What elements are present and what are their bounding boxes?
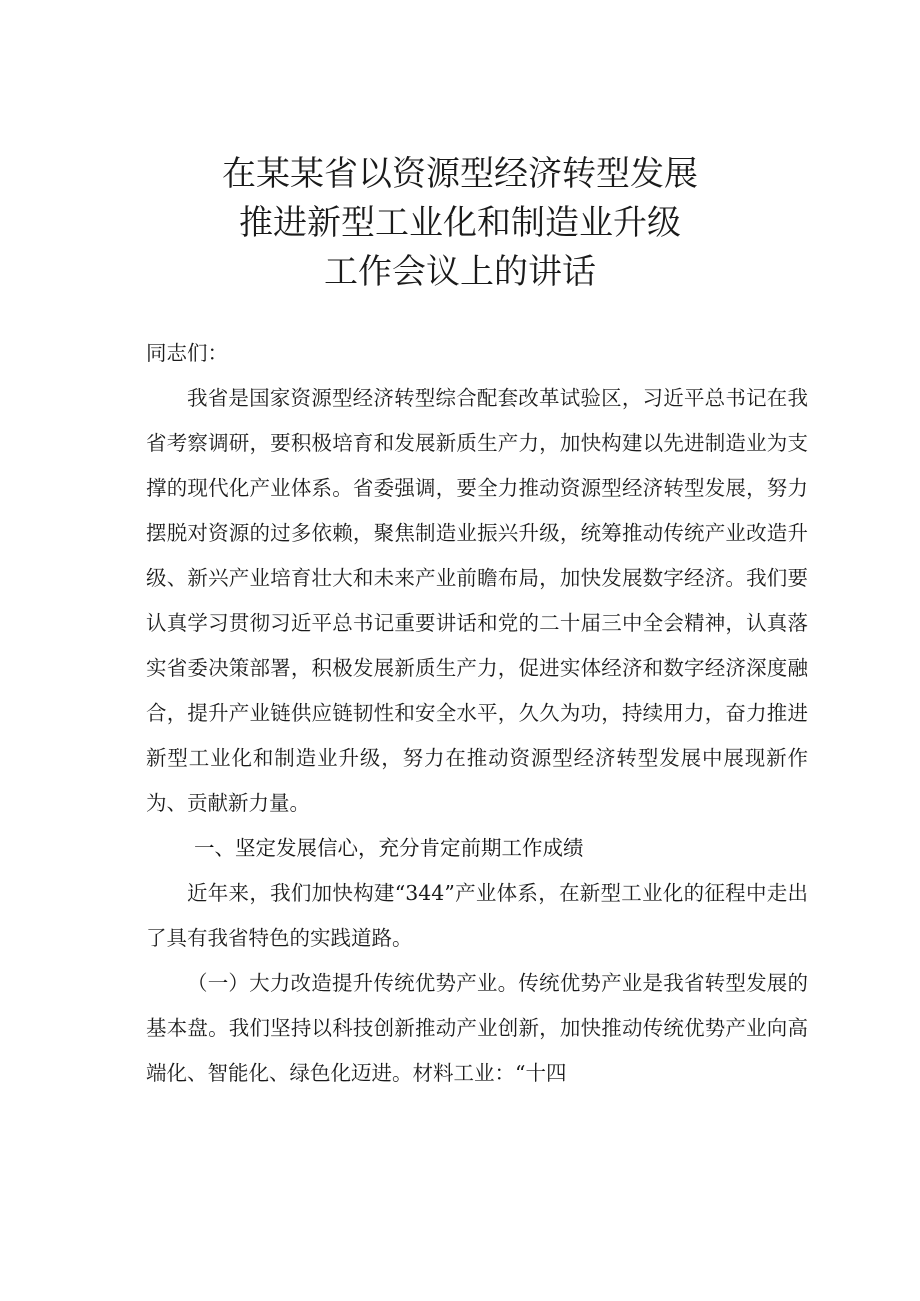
title-line-1: 在某某省以资源型经济转型发展: [222, 154, 698, 194]
salutation: 同志们：: [146, 341, 228, 365]
document-title: [120, 150, 800, 297]
section-intro-paragraph: 近年来，我们加快构建“344”产业体系，在新型工业化的征程中走出了具有我省特色的实践道路。: [146, 881, 808, 950]
body-paragraph: 我省是国家资源型经济转型综合配套改革试验区，习近平总书记在我省考察调研，要积极培育和发展新质生产力，加快构建以先进制造业为支撑的现代化产业体系。省委强调，要全力推动资源型经济转型发展，努力摆脱对资源的过多依赖，聚焦制造业振兴升级，统筹推动传统产业改造升级、新兴产业培育壮大和未来产业前瞻布局，加快发展数字经济。我们要认真学习贯彻习近平总书记重要讲话和党的二十届三中全会精神，认真落实省委决策部署，积极发展新质生产力，促进实体经济和数字经济深度融合，提升产业链供应链韧性和安全水平，久久为功，持续用力，奋力推进新型工业化和制造业升级，努力在推动资源型经济转型发展中展现新作为、贡献新力量。: [146, 386, 808, 815]
title-line-2: 推进新型工业化和制造业升级: [239, 203, 681, 243]
document-body: [146, 331, 808, 1096]
section-heading: 一、坚定发展信心，充分肯定前期工作成绩: [194, 836, 584, 860]
title-line-3: 工作会议上的讲话: [324, 252, 596, 292]
subsection-paragraph: （一）大力改造提升传统优势产业。传统优势产业是我省转型发展的基本盘。我们坚持以科技创新推动产业创新，加快推动传统优势产业向高端化、智能化、绿色化迈进。材料工业：“十四: [146, 971, 808, 1085]
